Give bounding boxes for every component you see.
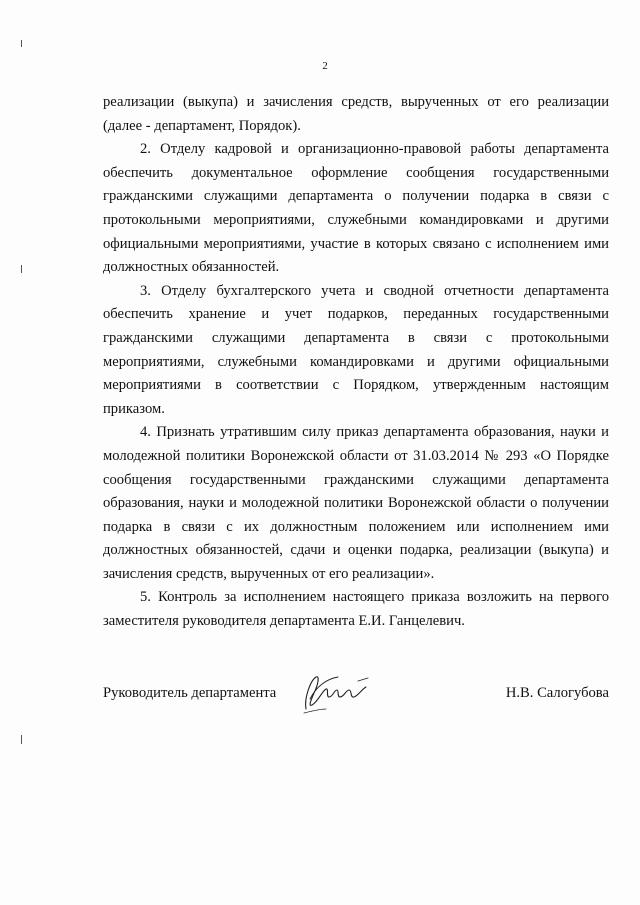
signature-block bbox=[103, 675, 609, 715]
signatory-position: Руководитель департамента bbox=[103, 685, 277, 701]
handwritten-signature bbox=[296, 669, 386, 717]
paragraph-item-4: 4. Признать утратившим силу приказ департамента образования, науки и молодежной политики Воронежской области от 31.03.2014 № 293 «О Порядке сообщения государственными гражданскими служащими департамента образования, науки и молодежной политики Воронежской области о получении подарка в связи с их должностным положением или исполнением ими должностных обязанностей, сдачи и оценки подарка, реализации (выкупа) и зачисления средств, вырученных от его реализации». bbox=[103, 424, 609, 582]
paragraph-item-3: 3. Отделу бухгалтерского учета и сводной отчетности департамента обеспечить хранение и учет подарков, переданных государственными гражданскими служащими департамента в связи с протокольными мероприятиями, служебными командировками и другими официальными мероприятиями в соответствии с Порядком, утвержденным настоящим приказом. bbox=[103, 282, 609, 417]
paragraph-item-5: 5. Контроль за исполнением настоящего приказа возложить на первого заместителя руководителя департамента Е.И. Ганцелевич. bbox=[103, 589, 609, 630]
page-number: 2 bbox=[322, 60, 328, 72]
document-body bbox=[103, 91, 609, 634]
margin-mark bbox=[21, 735, 22, 744]
paragraph-continuation: реализации (выкупа) и зачисления средств, вырученных от его реализации (далее - департамент, Порядок). bbox=[103, 94, 609, 134]
paragraph-item-2: 2. Отделу кадровой и организационно-правовой работы департамента обеспечить документальное оформление сообщения государственными гражданскими служащими департамента о получении подарка в связи с протокольными мероприятиями, служебными командировками и другими официальными мероприятиями, участие в которых связано с исполнением ими должностных обязанностей. bbox=[103, 141, 609, 276]
signatory-name: Н.В. Салогубова bbox=[505, 685, 609, 701]
margin-mark bbox=[21, 265, 22, 273]
margin-mark bbox=[21, 40, 22, 47]
